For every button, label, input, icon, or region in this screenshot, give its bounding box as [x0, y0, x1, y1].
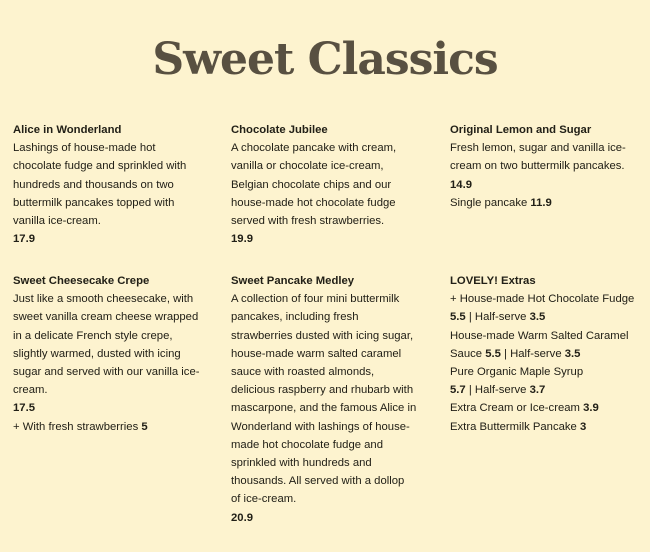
item-description-line: cream. [13, 384, 48, 397]
item-name: Alice in Wonderland [13, 124, 122, 136]
item-description-line: pancakes, including fresh [231, 311, 359, 324]
half-serve-price: 3.5 [564, 347, 581, 360]
item-description-line: slightly warmed, dusted with icing [13, 347, 181, 360]
item-price: 17.9 [13, 233, 35, 246]
item-description-line: mascarpone, and the famous Alice in [231, 402, 417, 415]
item-description-line: Fresh lemon, sugar and vanilla ice- [450, 142, 626, 155]
extra-pancake-label: Extra Buttermilk Pancake [450, 420, 577, 433]
item-description-line: sugar and served with our vanilla ice- [13, 366, 200, 379]
half-serve-label: | Half-serve [468, 311, 527, 324]
menu-item-sweet-pancake-medley [231, 272, 416, 527]
half-serve-label: | Half-serve [504, 347, 562, 360]
item-description-line: hundreds and thousands on two [13, 178, 174, 191]
item-extra-price: 5 [141, 420, 148, 433]
extra-cream-label: Extra Cream or Ice-cream [450, 402, 580, 415]
extra-price: 3 [579, 420, 587, 433]
extra-caramel-label-cont: Sauce [450, 347, 483, 360]
item-price: 20.9 [231, 511, 253, 524]
half-serve-price: 3.5 [529, 311, 546, 324]
item-description-line: sauce with roasted almonds, [231, 366, 375, 379]
extra-price: 5.5 [450, 311, 466, 324]
item-extra-label: Single pancake [450, 196, 528, 209]
item-description-line: thousands. All served with a dollop [231, 475, 405, 488]
menu-item-chocolate-jubilee [231, 121, 396, 248]
item-name: Sweet Cheesecake Crepe [13, 275, 150, 287]
item-description-line: vanilla or chocolate ice-cream, [231, 160, 384, 173]
menu-item-sweet-cheesecake-crepe [13, 272, 200, 436]
extra-hot-fudge-label: + House-made Hot Chocolate Fudge [450, 293, 635, 306]
item-extra-label: + With fresh strawberries [13, 420, 139, 433]
item-extra-price: 11.9 [530, 196, 552, 209]
page-title: Sweet Classics [152, 34, 498, 85]
item-description-line: house-made warm salted caramel [231, 347, 402, 360]
menu-item-alice-in-wonderland [13, 121, 186, 248]
item-description-line: A collection of four mini buttermilk [231, 293, 400, 306]
extra-pancake [450, 418, 634, 436]
item-description-line: Wonderland with lashings of house- [231, 420, 410, 433]
menu-extras [450, 272, 634, 436]
half-serve-label: | Half-serve [468, 384, 527, 397]
item-description-line: Lashings of house-made hot [13, 142, 156, 155]
extra-price: 3.9 [583, 402, 599, 415]
extra-caramel-prices [450, 345, 634, 363]
extra-hot-fudge-prices [450, 308, 634, 326]
extra-maple-label: Pure Organic Maple Syrup [450, 366, 584, 379]
item-description-line: Just like a smooth cheesecake, with [13, 293, 194, 306]
item-description-line: buttermilk pancakes topped with [13, 196, 175, 209]
item-description-line: strawberries dusted with icing sugar, [231, 329, 414, 342]
item-price: 19.9 [231, 233, 253, 246]
item-description-line: chocolate fudge and sprinkled with [13, 160, 187, 173]
item-description-line: delicious raspberry and rhubarb with [231, 384, 414, 397]
item-description-line: served with fresh strawberries. [231, 215, 385, 228]
extra-caramel-label: House-made Warm Salted Caramel [450, 329, 629, 342]
item-description-line: A chocolate pancake with cream, [231, 142, 397, 155]
item-description-line: vanilla ice-cream. [13, 215, 101, 228]
extra-maple-prices [450, 381, 634, 399]
half-serve-price: 3.7 [529, 384, 546, 397]
item-description-line: sprinkled with hundreds and [231, 457, 372, 470]
item-price: 17.5 [13, 402, 35, 415]
item-name: Chocolate Jubilee [231, 124, 328, 136]
item-description-line: house-made hot chocolate fudge [231, 196, 396, 209]
item-description-line: cream on two buttermilk pancakes. [450, 160, 625, 173]
extra-price: 5.5 [485, 347, 501, 360]
extra-cream [450, 399, 634, 417]
item-name: Sweet Pancake Medley [231, 275, 355, 287]
item-description-line: made hot chocolate fudge and [231, 438, 383, 451]
extras-heading: LOVELY! Extras [450, 275, 536, 287]
item-description-line: Belgian chocolate chips and our [231, 178, 392, 191]
extra-price: 5.7 [450, 384, 466, 397]
item-name: Original Lemon and Sugar [450, 124, 592, 136]
menu-item-original-lemon-and-sugar [450, 121, 626, 212]
item-description-line: in a delicate French style crepe, [13, 329, 173, 342]
item-description-line: sweet vanilla cream cheese wrapped [13, 311, 199, 324]
item-extra-option [13, 418, 200, 436]
item-description-line: of ice-cream. [231, 493, 297, 506]
item-extra-option [450, 194, 626, 212]
item-price: 14.9 [450, 178, 472, 191]
